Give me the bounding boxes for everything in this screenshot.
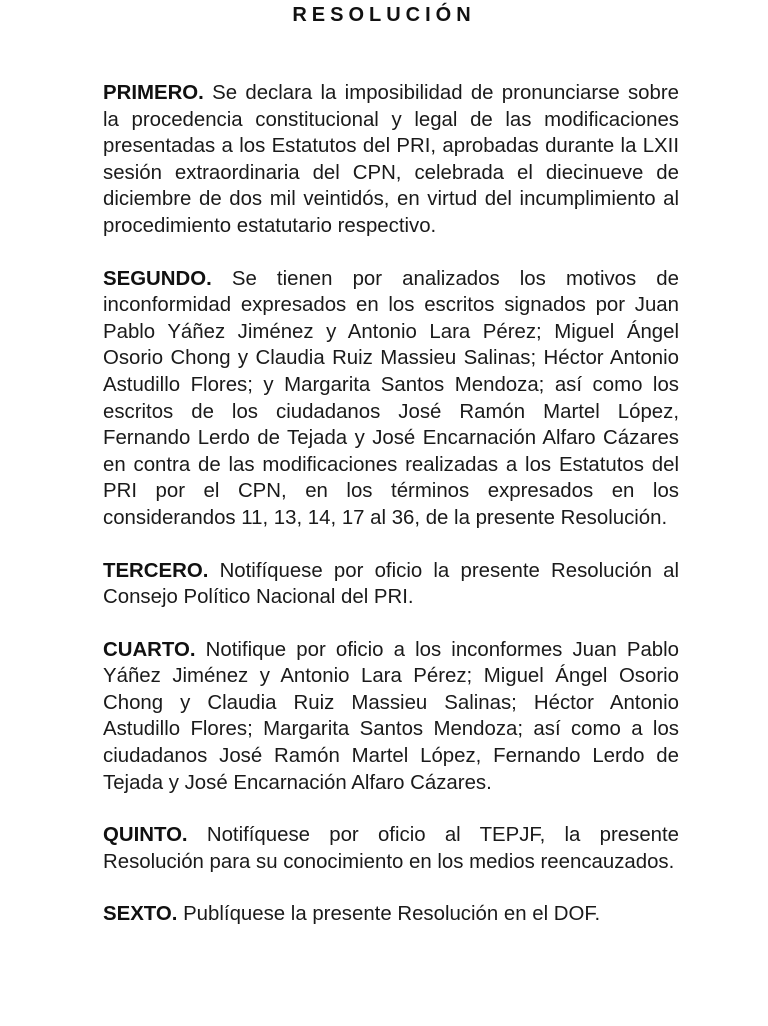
resolutivo-segundo: [103, 266, 679, 532]
resolutivo-label: SEXTO.: [103, 903, 178, 926]
resolutivo-label: SEGUNDO.: [103, 267, 212, 290]
resolutivo-text: Se tienen por analizados los motivos de inconformidad expresados en los escritos signados por Juan Pablo Yáñez Jiménez y Antonio Lara Pérez; Miguel Ángel Osorio Chong y Claudia Ruiz Massieu Salinas; Héctor Antonio Astudillo Flores; y Margarita Santos Mendoza; así como los escritos de los ciudadanos José Ramón Martel López, Fernando Lerdo de Tejada y José Encarnación Alfaro Cázares en contra de las modificaciones realizadas a los Estatutos del PRI por el CPN, en los términos expresados en los considerandos 11, 13, 14, 17 al 36, de la presente Resolución.: [103, 267, 679, 529]
resolutivo-text: Notifíquese por oficio la presente Resolución al Consejo Político Nacional del PRI.: [103, 559, 679, 609]
resolutivo-text: Publíquese la presente Resolución en el DOF.: [177, 903, 601, 926]
resolutivo-label: QUINTO.: [103, 824, 188, 847]
document-title: RESOLUCIÓN: [292, 4, 476, 26]
resolutivo-text: Se declara la imposibilidad de pronunciarse sobre la procedencia constitucional y legal de las modificaciones presentadas a los Estatutos del PRI, aprobadas durante la LXII sesión extraordinaria del CPN, celebrada el diecinueve de diciembre de dos mil veintidós, en virtud del incumplimiento al procedimiento estatutario respectivo.: [103, 82, 679, 237]
resolutivo-tercero: [103, 558, 679, 611]
resolutivo-text: Notifíquese por oficio al TEPJF, la presente Resolución para su conocimiento en los medios reencauzados.: [103, 824, 679, 873]
resolutivo-text: Notifique por oficio a los inconformes Juan Pablo Yáñez Jiménez y Antonio Lara Pérez; Miguel Ángel Osorio Chong y Claudia Ruiz Massieu Salinas; Héctor Antonio Astudillo Flores; Margarita Santos Mendoza; así como a los ciudadanos José Ramón Martel López, Fernando Lerdo de Tejada y José Encarnación Alfaro Cázares.: [103, 638, 679, 794]
document-body: [103, 80, 679, 928]
resolutivo-cuarto: [103, 637, 679, 797]
resolutivo-label: TERCERO.: [103, 559, 209, 582]
resolutivo-label: PRIMERO.: [103, 82, 204, 104]
resolutivo-sexto: [103, 901, 679, 928]
resolutivo-label: CUARTO.: [103, 638, 196, 661]
resolutivo-quinto: [103, 822, 679, 875]
resolutivo-primero: [103, 80, 679, 240]
